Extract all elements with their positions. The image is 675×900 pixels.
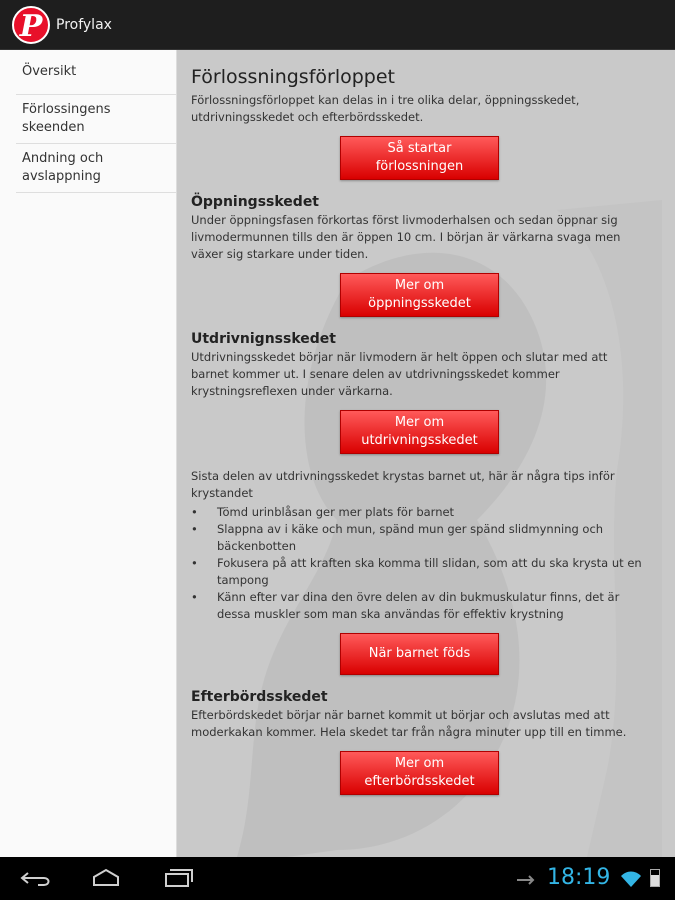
status-clock: 18:19 (547, 865, 611, 890)
sidebar-item-oversikt[interactable]: Översikt (16, 50, 176, 95)
sidebar-item-andning-och-avslappning[interactable]: Andning och avslappning (16, 144, 176, 193)
list-item: • Fokusera på att kraften ska komma till slidan, som att du ska krysta ut en tampong (191, 555, 648, 589)
main-content[interactable] (177, 50, 662, 857)
tips-list (191, 504, 648, 623)
section-text-oppningsskedet: Under öppningsfasen förkortas först livmoderhalsen och sedan öppnar sig livmodermunnen tills den är öppen 10 cm. I början är värkarna svaga men växer sig starkare under tiden. (191, 213, 621, 261)
wifi-icon (620, 871, 642, 887)
more-oppningsskedet-button[interactable]: Mer om öppningsskedet (340, 273, 499, 317)
when-child-born-button[interactable]: När barnet föds (340, 633, 499, 675)
tips-intro: Sista delen av utdrivningsskedet krystas barnet ut, här är några tips inför krystandet (191, 469, 615, 500)
list-item: • Tömd urinblåsan ger mer plats för barnet (191, 504, 648, 521)
more-utdrivningsskedet-button[interactable]: Mer om utdrivningsskedet (340, 410, 499, 454)
section-heading-utdrivningsskedet: Utdrivnignsskedet (191, 331, 336, 347)
scroll-area[interactable] (662, 50, 675, 857)
sidebar (0, 50, 177, 857)
intro-text: Förlossningsförloppet kan delas in i tre olika delar, öppningsskedet, utdrivningsskedet och efterbördsskedet. (191, 93, 580, 124)
more-efterbordsskedet-button[interactable]: Mer om efterbördsskedet (340, 751, 499, 795)
battery-icon (650, 869, 660, 887)
back-icon[interactable] (20, 867, 52, 889)
section-text-utdrivningsskedet: Utdrivningsskedet börjar när livmodern är helt öppen och slutar med att barnet kommer ut. I senare delen av utdrivningsskedet kommer krystningsreflexen under värkarna. (191, 350, 608, 398)
usb-debug-icon (515, 873, 535, 887)
list-item: • Slappna av i käke och mun, spänd mun ger spänd slidmynning och bäckenbotten (191, 521, 648, 555)
page-title: Förlossningsförloppet (191, 66, 395, 88)
list-item: • Känn efter var dina den övre delen av din bukmuskulatur finns, det är dessa muskler som man ska användas för effektiv krystning (191, 589, 648, 623)
action-bar (0, 0, 675, 50)
section-heading-efterbordsskedet: Efterbördsskedet (191, 689, 328, 705)
start-labor-button[interactable]: Så startar förlossningen (340, 136, 499, 180)
recent-apps-icon[interactable] (162, 867, 194, 889)
home-icon[interactable] (90, 867, 122, 889)
system-navigation-bar (0, 857, 675, 900)
app-title: Profylax (56, 16, 112, 33)
sidebar-item-forlossingens-skeenden[interactable]: Förlossingens skeenden (16, 95, 176, 144)
section-heading-oppningsskedet: Öppningsskedet (191, 194, 320, 210)
app-logo-icon[interactable]: P (12, 6, 50, 44)
section-text-efterbordsskedet: Efterbördskedet börjar när barnet kommit ut börjar och avslutas med att moderkakan kommer. Hela skedet tar från några minuter upp till en timme. (191, 708, 627, 739)
